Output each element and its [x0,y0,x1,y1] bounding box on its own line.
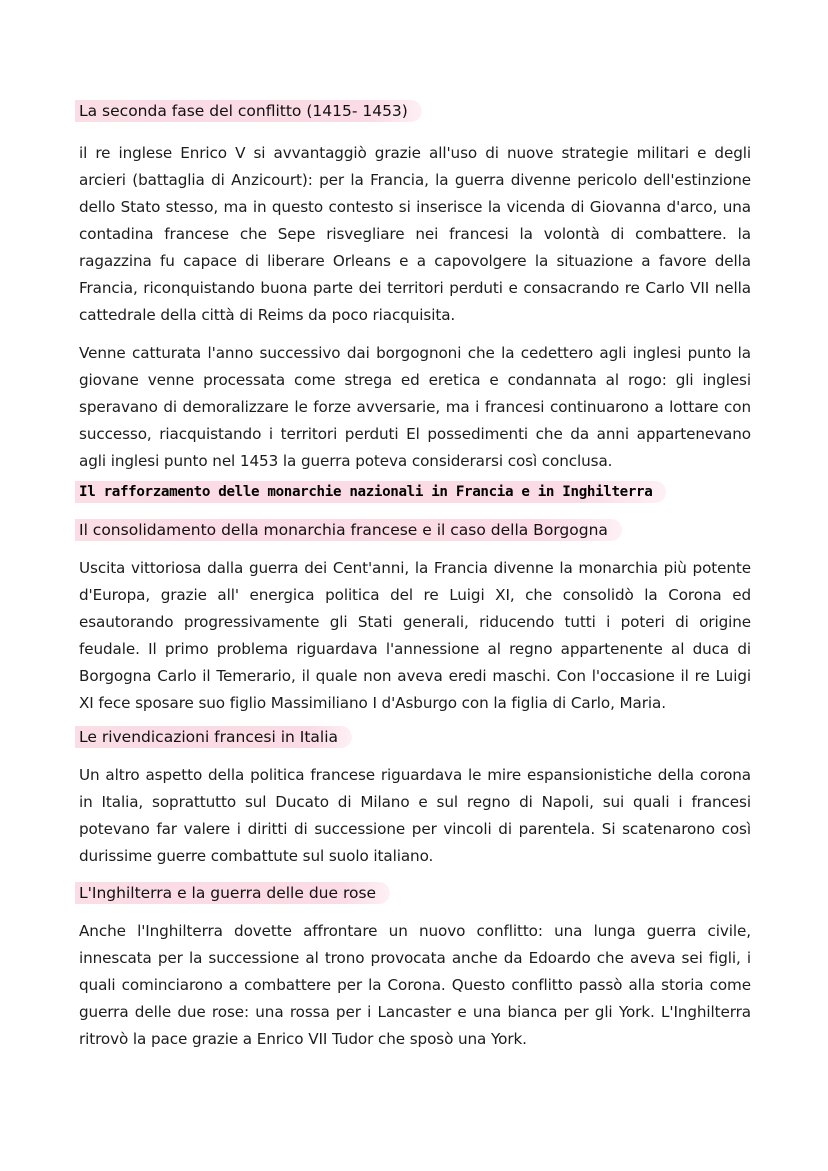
paragraph-enrico-v: il re inglese Enrico V si avvantaggiò grazie all'uso di nuove strategie militari e degli arcieri (battaglia di Anzicourt): per la Francia, la guerra divenne pericolo dell'estinzione dello Stato stesso, ma in questo contesto si inserisce la vicenda di Giovanna d'arco, una contadina francese che Sepe risvegliare nei francesi la volontà di combattere. la ragazzina fu capace di liberare Orleans e a capovolgere la situazione a favore della Francia, riconquistando buona parte dei territori perduti e consacrando re Carlo VII nella cattedrale della città di Reims da poco riacquisita. [79,144,751,324]
title-wrapper [79,481,751,503]
section-heading-wrapper [79,882,751,904]
paragraph-mire-espansionistiche: Un altro aspetto della politica francese riguardava le mire espansionistiche della corona in Italia, soprattutto sul Ducato di Milano e sul regno di Napoli, sui quali i francesi potevano far valere i diritti di successione per vincoli di parentela. Si scatenarono così durissime guerre combattute sul suolo italiano. [79,766,751,865]
chapter-title: Il rafforzamento delle monarchie nazionali in Francia e in Inghilterra [75,481,666,503]
paragraph-giovanna-catturata: Venne catturata l'anno successivo dai borgognoni che la cedettero agli inglesi punto la giovane venne processata come strega ed eretica e condannata al rogo: gli inglesi speravano di demoralizzare le forze avversarie, ma i francesi continuarono a lottare con successo, riacquistando i territori perduti El possedimenti che da anni appartenevano agli inglesi punto nel 1453 la guerra poteva considerarsi così conclusa. [79,344,751,470]
paragraph-inghilterra-guerra-civile: Anche l'Inghilterra dovette affrontare un nuovo conflitto: una lunga guerra civile, innescata per la successione al trono provocata anche da Edoardo che aveva sei figli, i quali cominciarono a combattere per la Corona. Questo conflitto passò alla storia come guerra delle due rose: una rossa per i Lancaster e una bianca per gli York. L'Inghilterra ritrovò la pace grazie a Enrico VII Tudor che sposò una York. [79,922,751,1048]
document-page [79,100,751,1053]
section-heading-monarchia-francese: Il consolidamento della monarchia francese e il caso della Borgogna [75,519,622,541]
paragraph-francia-luigi-xi: Uscita vittoriosa dalla guerra dei Cent'anni, la Francia divenne la monarchia più potente d'Europa, grazie all' energica politica del re Luigi XI, che consolidò la Corona ed esautorando progressivamente gli Stati generali, riducendo tutti i poteri di origine feudale. Il primo problema riguardava l'annessione al regno appartenente al duca di Borgogna Carlo il Temerario, il quale non aveva eredi maschi. Con l'occasione il re Luigi XI fece sposare suo figlio Massimiliano I d'Asburgo con la figlia di Carlo, Maria. [79,559,751,712]
section-heading-guerra-due-rose: L'Inghilterra e la guerra delle due rose [75,882,390,904]
section-heading-rivendicazioni-italia: Le rivendicazioni francesi in Italia [75,726,352,748]
section-heading-wrapper [79,519,751,541]
section-heading-wrapper [79,100,751,122]
section-heading-seconda-fase: La seconda fase del conflitto (1415- 1453) [75,100,422,122]
section-heading-wrapper [79,726,751,748]
